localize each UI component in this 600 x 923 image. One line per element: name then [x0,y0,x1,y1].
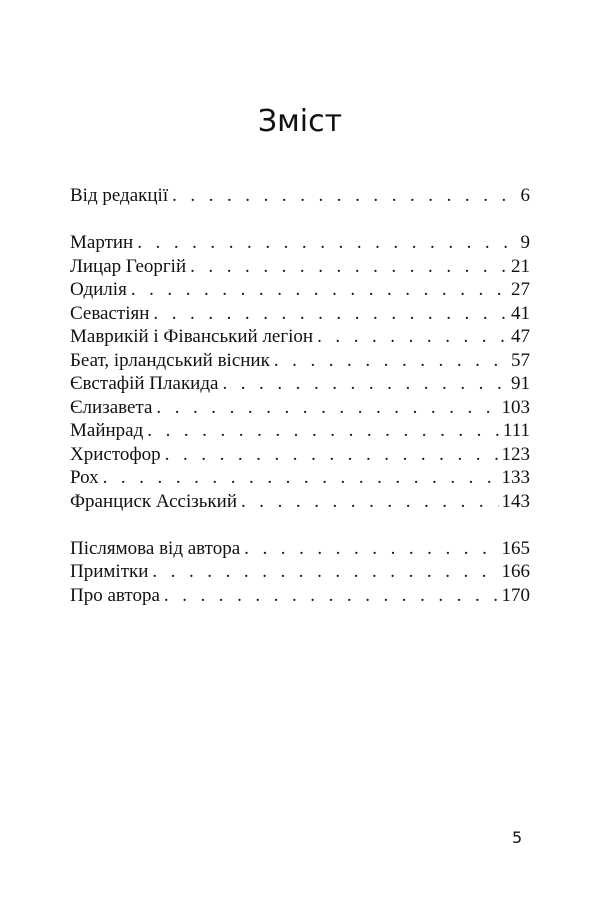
toc-entry-page: 170 [501,584,530,606]
toc-dot-leader [244,537,498,561]
toc-entry-title: Одилія [70,279,127,300]
toc-dot-leader [152,560,498,584]
toc-entry [70,443,530,467]
toc-entry [70,325,530,349]
toc-entry-title: Беат, ірландський вісник [70,349,270,371]
toc-entry-title: Франциск Ассізький [70,490,237,512]
toc-entry-page: 9 [520,232,530,253]
toc-entry-title: Післямова від автора [70,537,241,559]
toc-entry-page: 21 [511,255,530,277]
toc-group-back [70,537,530,608]
table-of-contents [70,184,530,607]
toc-entry-page: 165 [501,537,530,559]
toc-entry-title: Рох [70,467,99,488]
toc-entry-title: Єлизавета [70,396,153,418]
toc-entry-page: 123 [501,443,530,465]
toc-entry-page: 111 [502,420,530,441]
toc-entry-title: Євстафій Плакида [70,373,219,394]
toc-dot-leader [164,584,499,608]
toc-entry [70,396,530,420]
toc-dot-leader [153,302,508,326]
toc-entry [70,584,530,608]
toc-group-front [70,184,530,208]
toc-dot-leader [131,278,508,302]
toc-dot-leader [241,490,499,514]
toc-dot-leader [274,349,508,373]
toc-dot-leader [103,466,499,490]
toc-entry-title: Севастіян [70,302,150,324]
toc-entry-title: Маврикій і Фіванський легіон [70,326,314,347]
toc-entry-page: 91 [511,373,530,394]
toc-entry-title: Лицар Георгій [70,255,187,277]
toc-entry [70,184,530,208]
toc-entry [70,372,530,396]
toc-entry-page: 6 [520,185,530,206]
toc-entry-page: 143 [501,490,530,512]
toc-entry [70,231,530,255]
toc-entry-page: 41 [511,302,530,324]
toc-entry-page: 133 [501,467,530,488]
toc-entry-page: 103 [501,396,530,418]
toc-entry-page: 47 [511,326,530,347]
toc-entry [70,466,530,490]
toc-dot-leader [165,443,499,467]
toc-entry [70,490,530,514]
toc-entry-page: 57 [511,349,530,371]
toc-dot-leader [172,184,517,208]
page-number: 5 [512,828,523,847]
toc-entry-page: 27 [511,279,530,300]
toc-entry [70,302,530,326]
toc-dot-leader [190,255,508,279]
toc-entry-title: Майнрад [70,420,144,441]
toc-entry [70,278,530,302]
toc-dot-leader [222,372,508,396]
toc-group-stories [70,231,530,513]
toc-dot-leader [147,419,500,443]
toc-entry [70,419,530,443]
toc-entry [70,560,530,584]
toc-entry-page: 166 [501,561,530,582]
toc-dot-leader [317,325,508,349]
toc-entry [70,349,530,373]
toc-entry-title: Мартин [70,232,134,253]
toc-entry-title: Від редакції [70,185,169,206]
toc-entry-title: Про автора [70,584,160,606]
toc-entry [70,255,530,279]
toc-entry-title: Примітки [70,561,149,582]
page-title: Зміст [257,104,343,139]
toc-dot-leader [156,396,498,420]
toc-dot-leader [137,231,517,255]
toc-entry-title: Христофор [70,443,161,465]
toc-entry [70,537,530,561]
